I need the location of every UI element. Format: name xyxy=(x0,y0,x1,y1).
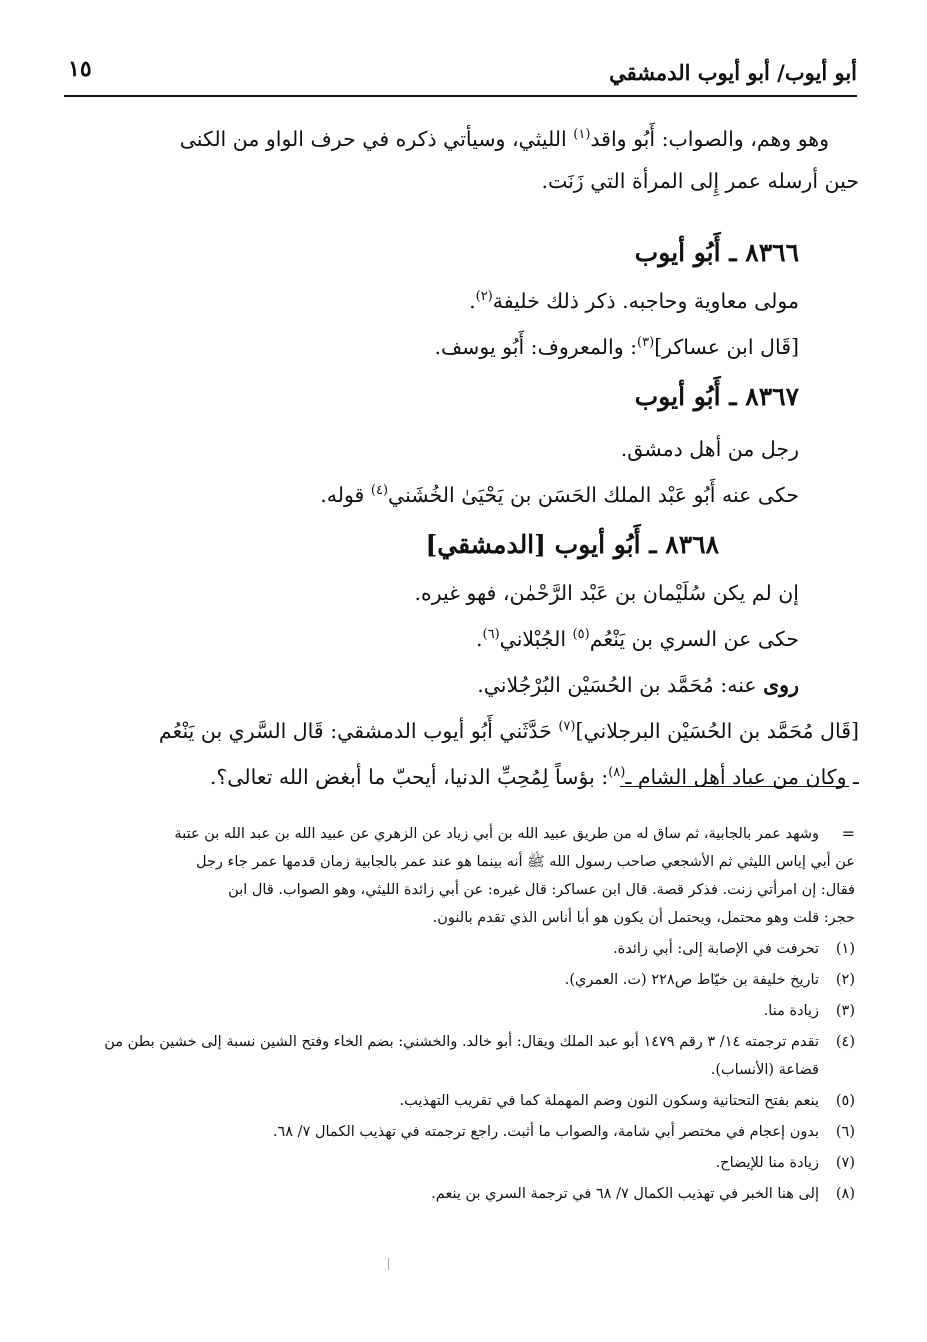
footnote-number: (٣) xyxy=(835,1003,855,1019)
quote-text-2b: : بؤساً لِمُحِبِّ الدنيا، أيحبّ ما أبغض الله تعالى؟. xyxy=(209,765,609,789)
intro-text-1a: وهو وهم، والصواب: أَبُو واقد xyxy=(590,127,829,151)
entry-text-after: الجُبْلاني xyxy=(499,627,573,651)
quote-text-2a: ـ وكان من عباد أهل الشام ـ xyxy=(625,765,859,789)
running-title: أبو أيوب/ أبو أيوب الدمشقي xyxy=(609,60,857,85)
footnote-4 xyxy=(60,1028,855,1084)
footnote-text: إلى هنا الخبر في تهذيب الكمال ٧/ ٦٨ في ترجمة السري بن ينعم. xyxy=(431,1186,819,1202)
footnote-3 xyxy=(60,997,855,1025)
intro-paragraph xyxy=(58,118,859,202)
footnote-ref-2[interactable]: (٢) xyxy=(475,289,493,305)
entry-heading: ٨٣٦٦ ـ أَبُو أيوب xyxy=(634,238,799,267)
riwaya-text: عنه: مُحَمَّد بن الحُسَيْن البُرْجُلاني. xyxy=(477,673,764,697)
footnote-1 xyxy=(60,935,855,963)
continuation-line: فقال: إن امرأتي زنت. فذكر قصة. قال ابن عساكر: قال غيره: عن أبي زائدة الليثي، وهو الصواب. قال ابن xyxy=(228,882,855,898)
entry-text: حكى عن السري بن يَنْعُم xyxy=(589,627,799,651)
continuation-mark: = xyxy=(841,824,855,843)
page-number: ١٥ xyxy=(68,56,92,82)
quote-line-2 xyxy=(58,754,859,800)
entry-heading: ٨٣٦٨ ـ أَبُو أيوب [الدمشقي] xyxy=(425,530,719,559)
entry-line xyxy=(58,472,799,518)
footnote-ref-1[interactable]: (١) xyxy=(573,127,591,143)
continuation-line: حجر: قلت وهو محتمل، ويحتمل أن يكون هو أبا أناس الذي تقدم بالنون. xyxy=(432,910,855,926)
entry-text: حكى عنه أَبُو عَبْد الملك الحَسَن بن يَحْيَىٰ الخُشَني xyxy=(388,483,799,507)
footnote-ref-5[interactable]: (٥) xyxy=(572,627,590,643)
entry-8368 xyxy=(58,520,859,708)
footnote-ref-3[interactable]: (٣) xyxy=(637,335,655,351)
riwaya-label: روى xyxy=(763,673,799,697)
entry-text-after: . xyxy=(469,289,476,313)
footnote-ref-6[interactable]: (٦) xyxy=(482,627,500,643)
footnote-text: زيادة منا. xyxy=(763,1003,819,1019)
entry-text-after-2: . xyxy=(475,627,483,651)
entry-heading: ٨٣٦٧ ـ أَبُو أيوب xyxy=(634,382,799,411)
footnote-text: بدون إعجام في مختصر أبي شامة، والصواب ما أثبت. راجع ترجمته في تهذيب الكمال ٧/ ٦٨. xyxy=(272,1124,819,1140)
footnote-text: تحرفت في الإصابة إلى: أبي زائدة. xyxy=(613,941,819,957)
footnote-text: ينعم بفتح التحتانية وسكون النون وضم المهملة كما في تقريب التهذيب. xyxy=(399,1093,819,1109)
footnote-number: (١) xyxy=(835,941,855,957)
footnote-5 xyxy=(60,1087,855,1115)
scan-mark xyxy=(388,1258,389,1270)
entry-line xyxy=(58,278,799,324)
entry-8367 xyxy=(58,372,859,518)
footnote-number: (٨) xyxy=(835,1186,855,1202)
page-header xyxy=(64,52,857,92)
entry-8366 xyxy=(58,228,859,370)
entry-line xyxy=(58,616,799,662)
footnote-ref-4[interactable]: (٤) xyxy=(370,483,389,499)
entry-text: [قَال ابن عساكر] xyxy=(654,335,799,359)
footnotes xyxy=(60,820,855,1208)
footnote-2 xyxy=(60,966,855,994)
footnote-number: (٧) xyxy=(835,1155,855,1171)
footnote-ref-8[interactable]: (٨) xyxy=(608,765,626,781)
footnote-ref-7[interactable]: (٧) xyxy=(558,719,576,735)
intro-line-1 xyxy=(58,118,829,160)
footnote-8 xyxy=(60,1180,855,1208)
continuation-line: وشهد عمر بالجابية، ثم ساق له من طريق عبيد الله بن أبي زياد عن الزهري عن عبيد الله بن عبد الله بن عتبة xyxy=(174,826,819,842)
entry-text: مولى معاوية وحاجبه. ذكر ذلك خليفة xyxy=(492,289,799,313)
continuation-line: عن أبي إياس الليثي ثم الأشجعي صاحب رسول الله ﷺ أنه بينما هو عند عمر بالجابية زمان قدمها عمر جاء رجل xyxy=(195,854,855,870)
intro-line-2: حين أرسله عمر إِلى المرأة التي زَنَت. xyxy=(541,169,859,193)
quote-text-1a: [قَال مُحَمَّد بن الحُسَيْن البرجلاني] xyxy=(575,719,859,743)
footnote-number: (٢) xyxy=(835,972,855,988)
footnote-text: زيادة منا للإيضاح. xyxy=(715,1155,819,1171)
main-text xyxy=(58,118,859,800)
footnote-number: (٥) xyxy=(835,1093,855,1109)
footnote-6 xyxy=(60,1118,855,1146)
footnote-number: (٤) xyxy=(835,1034,855,1050)
footnote-text: تقدم ترجمته ١٤/ ٣ رقم ١٤٧٩ أبو عبد الملك ويقال: أبو خالد. والخشني: بضم الخاء وفتح الشين نسبة إلى خشين بطن من قضاعة (الأنساب). xyxy=(104,1034,819,1078)
header-rule xyxy=(64,95,857,97)
entry-line: إن لم يكن سُلَيْمان بن عَبْد الرَّحْمٰن، فهو غيره. xyxy=(414,581,799,605)
entry-text-after: : والمعروف: أَبُو يوسف. xyxy=(434,335,638,359)
footnote-7 xyxy=(60,1149,855,1177)
entry-line xyxy=(58,324,799,370)
entry-line: رجل من أهل دمشق. xyxy=(620,437,799,461)
footnote-text: تاريخ خليفة بن خيّاط ص٢٢٨ (ت. العمري). xyxy=(564,972,819,988)
quote-text-1b: حَدَّثَني أَبُو أيوب الدمشقي: قَال السَّري بن يَنْعُم xyxy=(158,719,559,743)
entry-text-after: قوله. xyxy=(320,483,371,507)
quote-line-1 xyxy=(58,708,859,754)
footnote-separator xyxy=(620,786,849,787)
intro-text-1b: الليثي، وسيأتي ذكره في حرف الواو من الكنى xyxy=(179,127,574,151)
footnote-continuation xyxy=(60,820,855,932)
riwaya-line xyxy=(58,662,799,708)
footnote-number: (٦) xyxy=(835,1124,855,1140)
